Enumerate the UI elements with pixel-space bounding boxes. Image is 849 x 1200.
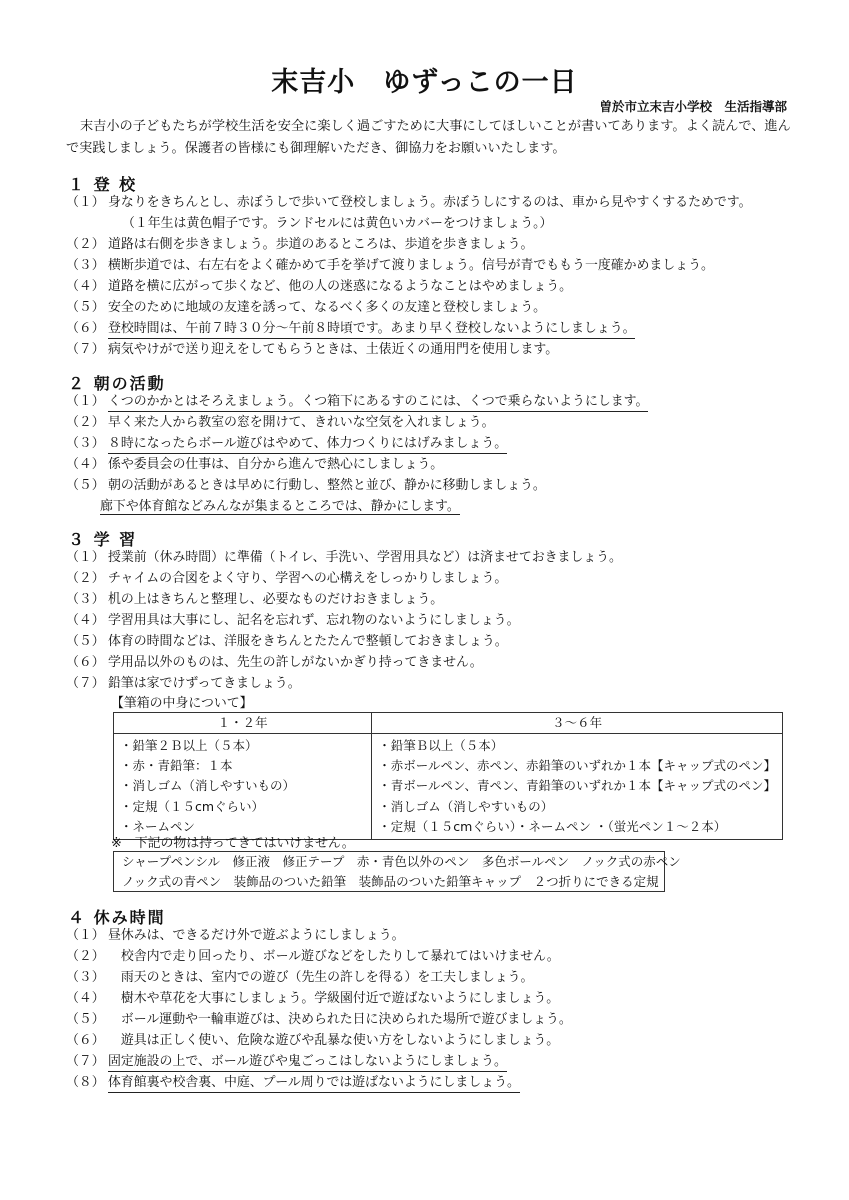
list-item: （４） 樹木や草花を大事にしましょう。学級園付近で遊ばないようにしましょう。 (66, 991, 560, 1006)
banned-items-note: ※ 下記の物は持ってきてはいけません。 (111, 836, 355, 851)
pencil-case-label: 【筆箱の中身について】 (111, 696, 253, 711)
list-item-note: 廊下や体育館などみんなが集まるところでは、静かにします。 (100, 499, 460, 514)
list-item: （６） 登校時間は、午前７時３０分～午前８時頃です。あまり早く登校しないようにしましょう。 (66, 318, 806, 339)
list-item: （７） 鉛筆は家でけずってきましょう。 (66, 676, 301, 691)
list-item: （３） ８時になったらボール遊びはやめて、体力つくりにはげみましょう。 (66, 433, 806, 454)
list-item: （２） 校舎内で走り回ったり、ボール遊びなどをしたりして暴れてはいけません。 (66, 949, 560, 964)
pencil-case-table (113, 712, 783, 840)
table-cell-grade-3-6: ・鉛筆Ｂ以上（５本） ・赤ボールペン、赤ペン、赤鉛筆のいずれか１本【キャップ式のペン】 ・青ボールペン、青ペン、青鉛筆のいずれか１本【キャップ式のペン】 ・消しゴム（消しやすいもの） ・定規（１５cmぐらい）・ネームペン ・（蛍光ペン１～２本） (372, 734, 783, 840)
list-item: （１） くつのかかとはそろえましょう。くつ箱下にあるすのこには、くつで乗らないようにします。 (66, 391, 806, 412)
list-item: （２） 道路は右側を歩きましょう。歩道のあるところは、歩道を歩きましょう。 (66, 237, 534, 252)
list-item: （４） 道路を横に広がって歩くなど、他の人の迷惑になるようなことはやめましょう。 (66, 279, 573, 294)
list-item: （７） 固定施設の上で、ボール遊びや鬼ごっこはしないようにしましょう。 (66, 1051, 806, 1072)
banned-items-box: シャープペンシル 修正液 修正テープ 赤・青色以外のペン 多色ボールペン ノック式の赤ペン ノック式の青ペン 装飾品のついた鉛筆 装飾品のついた鉛筆キャップ ２つ折りにできる定規 (113, 851, 665, 892)
section-2-list (66, 391, 806, 517)
table-row (114, 734, 783, 840)
section-3-list (66, 547, 806, 694)
list-item: （５） 安全のために地域の友達を誘って、なるべく多くの友達と登校しましょう。 (66, 300, 547, 315)
list-item: （２） チャイムの合図をよく守り、学習への心構えをしっかりしましょう。 (66, 571, 508, 586)
list-item: （８） 体育館裏や校舎裏、中庭、プール周りでは遊ばないようにしましょう。 (66, 1072, 806, 1093)
section-heading-1: １ 登 校 (68, 175, 138, 194)
list-item: （７） 病気やけがで送り迎えをしてもらうときは、土俵近くの通用門を使用します。 (66, 342, 559, 357)
list-item: （５） ボール運動や一輪車遊びは、決められた日に決められた場所で遊びましょう。 (66, 1012, 572, 1027)
table-header-grade-3-6: ３～６年 (372, 713, 783, 734)
list-item: （１） 身なりをきちんとし、赤ぼうしで歩いて登校しましょう。赤ぼうしにするのは、車から見やすくするためです。 (66, 195, 752, 210)
list-item: （３） 横断歩道では、右左右をよく確かめて手を挙げて渡りましょう。信号が青でももう一度確かめましょう。 (66, 258, 714, 273)
section-heading-3: ３ 学 習 (68, 530, 138, 549)
section-heading-2: ２ 朝の活動 (68, 374, 166, 393)
list-item: （５） 体育の時間などは、洋服をきちんとたたんで整頓しておきましょう。 (66, 634, 508, 649)
list-item: （１） 授業前（休み時間）に準備（トイレ、手洗い、学習用具など）は済ませておきましょう。 (66, 550, 622, 565)
list-item: （６） 学用品以外のものは、先生の許しがないかぎり持ってきません。 (66, 655, 483, 670)
table-cell-grade-1-2: ・鉛筆２Ｂ以上（５本） ・赤・青鉛筆：１本 ・消しゴム（消しやすいもの） ・定規（１５cmぐらい） ・ネームペン (114, 734, 372, 840)
list-item: （４） 学習用具は大事にし、記名を忘れず、忘れ物のないようにしましょう。 (66, 613, 520, 628)
list-item: （６） 遊具は正しく使い、危険な遊びや乱暴な使い方をしないようにしましょう。 (66, 1033, 560, 1048)
list-item: （１） 昼休みは、できるだけ外で遊ぶようにしましょう。 (66, 928, 405, 943)
list-item: （５） 朝の活動があるときは早めに行動し、整然と並び、静かに移動しましょう。 (66, 478, 546, 493)
table-header-row (114, 713, 783, 734)
section-heading-4: ４ 休み時間 (68, 908, 166, 927)
list-item: （２） 早く来た人から教室の窓を開けて、きれいな空気を入れましょう。 (66, 415, 495, 430)
list-item: （４） 係や委員会の仕事は、自分から進んで熱心にしましょう。 (66, 457, 444, 472)
table-header-grade-1-2: １・２年 (114, 713, 372, 734)
list-item-note: （１年生は黄色帽子です。ランドセルには黄色いカバーをつけましょう。） (122, 216, 553, 231)
section-1-list (66, 192, 806, 360)
intro-paragraph: 末吉小の子どもたちが学校生活を安全に楽しく過ごすために大事にしてほしいことが書いてあります。よく読んで、進んで実践しましょう。保護者の皆様にも御理解いただき、御協力をお願いいたします。 (66, 119, 791, 156)
author-line: 曽於市立末吉小学校 生活指導部 (599, 99, 787, 114)
list-item: （３） 机の上はきちんと整理し、必要なものだけおきましょう。 (66, 592, 444, 607)
section-4-list (66, 925, 806, 1093)
page-title: 末吉小 ゆずっこの一日 (271, 67, 578, 98)
list-item: （３） 雨天のときは、室内での遊び（先生の許しを得る）を工夫しましょう。 (66, 970, 534, 985)
